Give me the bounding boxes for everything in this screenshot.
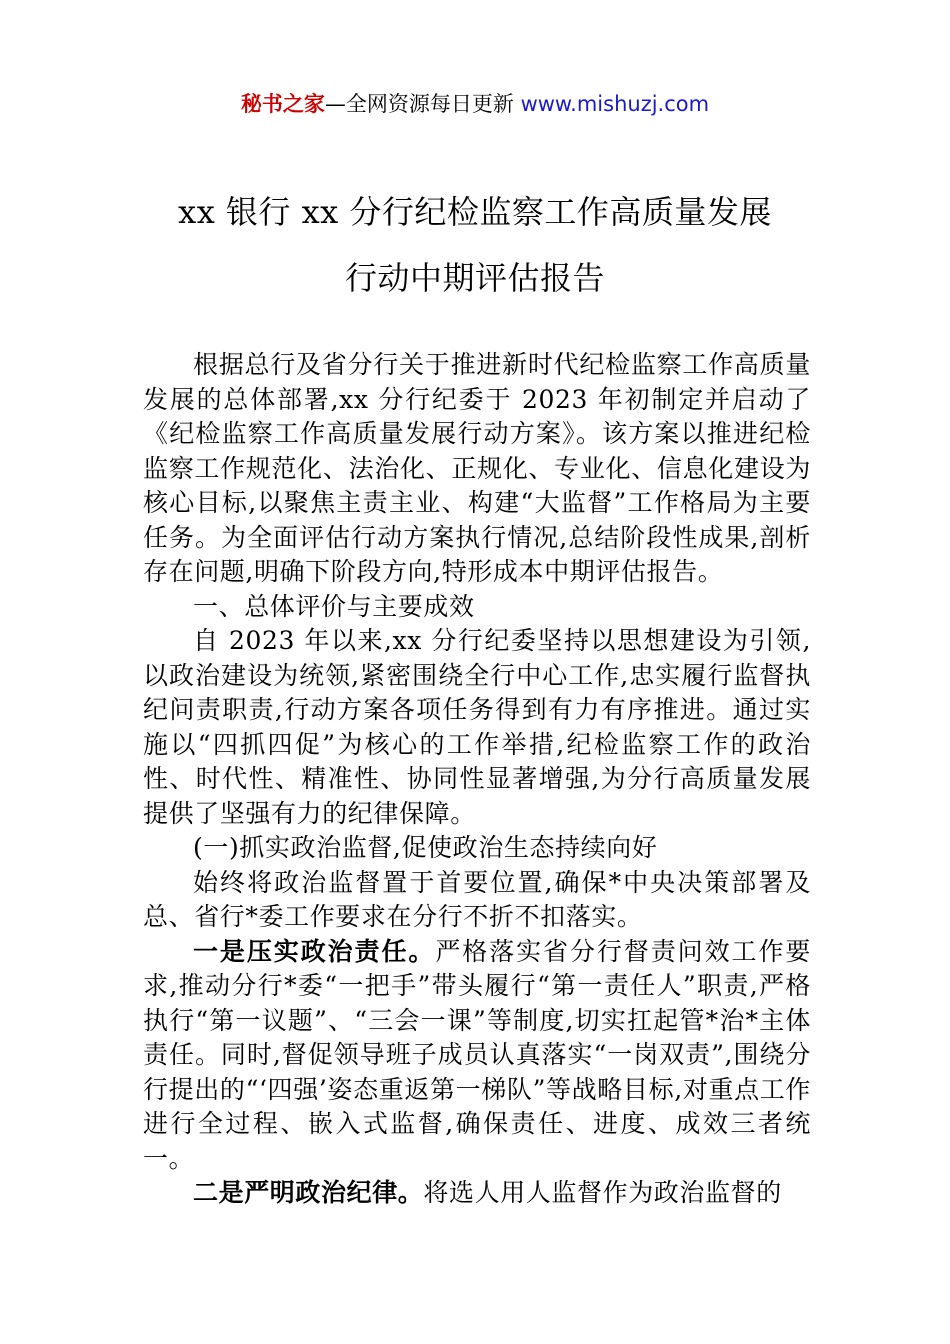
point-2-paragraph [143, 1176, 811, 1211]
site-url-link[interactable]: www.mishuzj.com [520, 92, 710, 116]
header-tagline: —全网资源每日更新 [324, 92, 521, 116]
point-1-body: 严格落实省分行督责问效工作要求,推动分行*委“一把手”带头履行“第一责任人”职责,严格执行“第一议题”、“三会一课”等制度,切实扛起管*治*主体责任。同时,督促领导班子成员认真落实“一岗双责”,围绕分行提出的“‘四强’姿态重返第一梯队”等战略目标,对重点工作进行全过程、嵌入式监督,确保责任、进度、成效三者统一。 [143, 936, 811, 1173]
document-title-line-2: 行动中期评估报告 [344, 259, 605, 297]
subsection-heading-1: (一)抓实政治监督,促使政治生态持续向好 [193, 833, 658, 862]
point-2-body: 将选人用人监督作为政治监督的 [423, 1178, 782, 1207]
point-1-paragraph [143, 935, 811, 1177]
section-heading-1: 一、总体评价与主要成效 [193, 591, 475, 621]
document-title-line-1: xx 银行 xx 分行纪检监察工作高质量发展 [178, 193, 772, 231]
brand-name: 秘书之家 [240, 92, 325, 116]
focus-paragraph: 始终将政治监督置于首要位置,确保*中央决策部署及总、省行*委工作要求在分行不折不扣落实。 [143, 867, 811, 931]
summary-paragraph: 自 2023 年以来,xx 分行纪委坚持以思想建设为引领,以政治建设为统领,紧密围绕全行中心工作,忠实履行监督执纪问责职责,行动方案各项任务得到有力有序推进。通过实施以“四抓四促”为核心的工作举措,纪检监察工作的政治性、时代性、精准性、协同性显著增强,为分行高质量发展提供了坚强有力的纪律保障。 [143, 626, 811, 828]
site-header [0, 86, 950, 122]
point-2-lead: 二是严明政治纪律。 [193, 1178, 424, 1207]
intro-paragraph: 根据总行及省分行关于推进新时代纪检监察工作高质量发展的总体部署,xx 分行纪委于 2023 年初制定并启动了《纪检监察工作高质量发展行动方案》。该方案以推进纪检监察工作规范化、法治化、正规化、专业化、信息化建设为核心目标,以聚焦主责主业、构建“大监督”工作格局为主要任务。为全面评估行动方案执行情况,总结阶段性成果,剖析存在问题,明确下阶段方向,特形成本中期评估报告。 [143, 350, 811, 586]
point-1-lead: 一是压实政治责任。 [193, 936, 436, 966]
document-body [143, 348, 811, 1211]
